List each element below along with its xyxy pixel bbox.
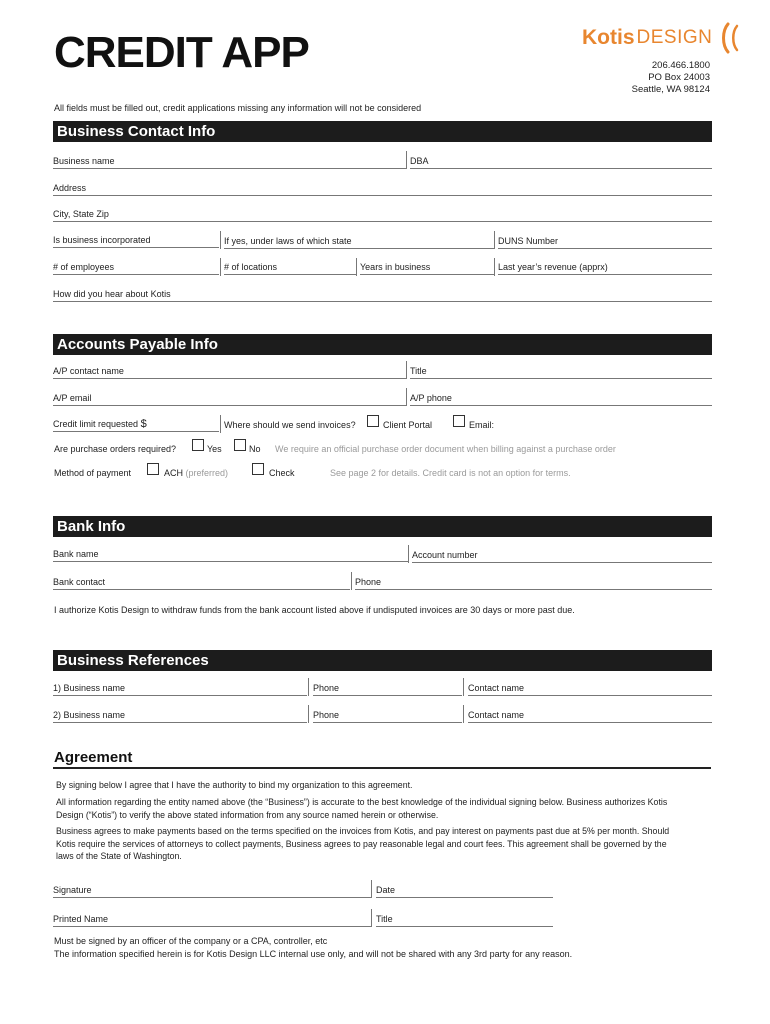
email-checkbox[interactable] [453, 415, 465, 427]
ap-contact-field[interactable] [53, 364, 406, 379]
dba-label: DBA [410, 156, 429, 166]
email-option-label: Email: [469, 420, 495, 430]
agreement-heading: Agreement [54, 749, 133, 766]
divider [351, 572, 352, 590]
ap-contact-label: A/P contact name [53, 366, 124, 376]
payment-note: See page 2 for details. Credit card is not an option for terms. [330, 468, 571, 478]
logo-suffix: DESIGN [636, 27, 713, 48]
divider [406, 388, 407, 406]
signature-field[interactable] [53, 883, 371, 898]
divider [220, 415, 221, 433]
divider [356, 258, 357, 276]
ref2-name-field[interactable] [53, 708, 307, 723]
client-portal-label: Client Portal [383, 420, 433, 430]
logo-word: Kotis [582, 26, 635, 49]
email-field[interactable] [493, 417, 712, 432]
bank-phone-label: Phone [355, 577, 382, 587]
client-portal-checkbox[interactable] [367, 415, 379, 427]
city-state-zip-field[interactable] [53, 207, 712, 222]
ap-email-label: A/P email [53, 393, 92, 403]
divider [308, 705, 309, 723]
hear-about-field[interactable] [53, 287, 712, 302]
agreement-p2-line2: Design (“Kotis”) to verify the above stated information from any source named herein or otherwise. [56, 809, 439, 820]
company-logo [582, 22, 742, 54]
ref2-contact-field[interactable] [468, 708, 712, 723]
incorporated-label: Is business incorporated [53, 235, 151, 245]
ref2-name-label: 2) Business name [53, 710, 126, 720]
agreement-p2-line1: All information regarding the entity named above (the “Business”) is accurate to the best knowledge of the individual signing below. Business authorizes Kotis [56, 797, 668, 807]
bank-contact-label: Bank contact [53, 577, 106, 587]
date-field[interactable] [376, 883, 553, 898]
po-yes-label: Yes [207, 444, 222, 454]
ref1-contact-field[interactable] [468, 681, 712, 696]
ref1-name-field[interactable] [53, 681, 307, 696]
business-name-label: Business name [53, 156, 115, 166]
divider [463, 678, 464, 696]
duns-field[interactable] [498, 234, 712, 249]
signer-title-label: Title [376, 914, 393, 924]
page-title: CREDIT APP [54, 28, 309, 77]
agreement-p3-line3: laws of the State of Washington. [56, 851, 182, 861]
address-label: Address [53, 183, 87, 193]
incorporated-field[interactable] [53, 233, 219, 248]
company-address [632, 60, 710, 96]
dollar-sign: $ [140, 418, 147, 430]
locations-label: # of locations [224, 262, 278, 272]
signer-title-field[interactable] [376, 912, 553, 927]
bank-contact-field[interactable] [53, 575, 350, 590]
company-city: Seattle, WA 98124 [631, 84, 710, 95]
ref1-contact-label: Contact name [468, 683, 525, 693]
credit-limit-label: Credit limit requested [53, 419, 139, 429]
years-field[interactable] [360, 260, 494, 275]
po-required-label: Are purchase orders required? [54, 444, 177, 454]
check-label: Check [269, 468, 295, 478]
section-business-contact: Business Contact Info [53, 121, 712, 142]
ach-text: ACH [164, 468, 184, 478]
hear-about-label: How did you hear about Kotis [53, 289, 171, 299]
ap-email-field[interactable] [53, 391, 406, 406]
po-note: We require an official purchase order document when billing against a purchase order [275, 444, 616, 454]
printed-name-field[interactable] [53, 912, 371, 927]
revenue-field[interactable] [498, 260, 712, 275]
address-field[interactable] [53, 181, 712, 196]
section-bank-info: Bank Info [53, 516, 712, 537]
divider [371, 880, 372, 898]
privacy-statement: The information specified herein is for Kotis Design LLC internal use only, and will not be shared with any 3rd party for any reason. [54, 949, 573, 959]
send-invoices-label: Where should we send invoices? [224, 420, 356, 430]
ref2-contact-label: Contact name [468, 710, 525, 720]
signer-requirement: Must be signed by an officer of the company or a CPA, controller, etc [54, 936, 328, 946]
laws-state-field[interactable] [224, 234, 494, 249]
company-phone: 206.466.1800 [651, 60, 710, 71]
duns-label: DUNS Number [498, 236, 559, 246]
dba-field[interactable] [410, 154, 712, 169]
locations-field[interactable] [224, 260, 356, 275]
ap-phone-field[interactable] [410, 391, 712, 406]
printed-name-label: Printed Name [53, 914, 109, 924]
account-number-field[interactable] [412, 548, 712, 563]
divider [463, 705, 464, 723]
bank-name-field[interactable] [53, 547, 408, 562]
divider [371, 909, 372, 927]
account-number-label: Account number [412, 550, 478, 560]
bank-authorization: I authorize Kotis Design to withdraw funds from the bank account listed above if undisputed invoices are 30 days or more past due. [54, 605, 575, 615]
city-state-zip-label: City, State Zip [53, 209, 109, 219]
agreement-paragraph-3 [56, 825, 669, 863]
agreement-rule [53, 767, 711, 769]
po-no-checkbox[interactable] [234, 439, 246, 451]
payment-method-label: Method of payment [54, 468, 132, 478]
agreement-p3-line2: Kotis require the services of attorneys to collect payments, Business agrees to pay reasonable legal and court fees. This agreement shall be governed by the [56, 838, 667, 849]
years-label: Years in business [360, 262, 431, 272]
ach-preferred: (preferred) [185, 468, 229, 478]
check-checkbox[interactable] [252, 463, 264, 475]
ap-phone-label: A/P phone [410, 393, 452, 403]
ap-title-label: Title [410, 366, 427, 376]
divider [408, 545, 409, 563]
ap-title-field[interactable] [410, 364, 712, 379]
bank-phone-field[interactable] [355, 575, 712, 590]
ref2-phone-field[interactable] [313, 708, 462, 723]
bank-name-label: Bank name [53, 549, 99, 559]
divider [494, 258, 495, 276]
section-accounts-payable: Accounts Payable Info [53, 334, 712, 355]
divider [406, 151, 407, 169]
form-notice: All fields must be filled out, credit applications missing any information will not be considered [54, 103, 422, 113]
ref1-phone-field[interactable] [313, 681, 462, 696]
agreement-paragraph-2 [56, 796, 667, 821]
revenue-label: Last year’s revenue (apprx) [498, 262, 608, 272]
section-business-references: Business References [53, 650, 712, 671]
laws-state-label: If yes, under laws of which state [224, 236, 352, 246]
agreement-paragraph-1: By signing below I agree that I have the authority to bind my organization to this agreement. [56, 780, 413, 790]
credit-limit-field[interactable] [53, 417, 219, 432]
divider [406, 361, 407, 379]
signature-label: Signature [53, 885, 92, 895]
ach-label [164, 467, 228, 479]
divider [494, 231, 495, 249]
date-label: Date [376, 885, 396, 895]
company-po-box: PO Box 24003 [648, 72, 710, 83]
employees-field[interactable] [53, 260, 219, 275]
divider [220, 258, 221, 276]
business-name-field[interactable] [53, 154, 406, 169]
divider [308, 678, 309, 696]
po-yes-checkbox[interactable] [192, 439, 204, 451]
ref1-name-label: 1) Business name [53, 683, 126, 693]
po-no-label: No [249, 444, 261, 454]
employees-label: # of employees [53, 262, 115, 272]
ach-checkbox[interactable] [147, 463, 159, 475]
ref1-phone-label: Phone [313, 683, 340, 693]
ref2-phone-label: Phone [313, 710, 340, 720]
divider [220, 231, 221, 249]
agreement-p3-line1: Business agrees to make payments based on the terms specified on the invoices from Kotis, and pay interest on payments past due at 5% per month. Should [56, 826, 670, 836]
logo-mark-icon [722, 22, 742, 54]
